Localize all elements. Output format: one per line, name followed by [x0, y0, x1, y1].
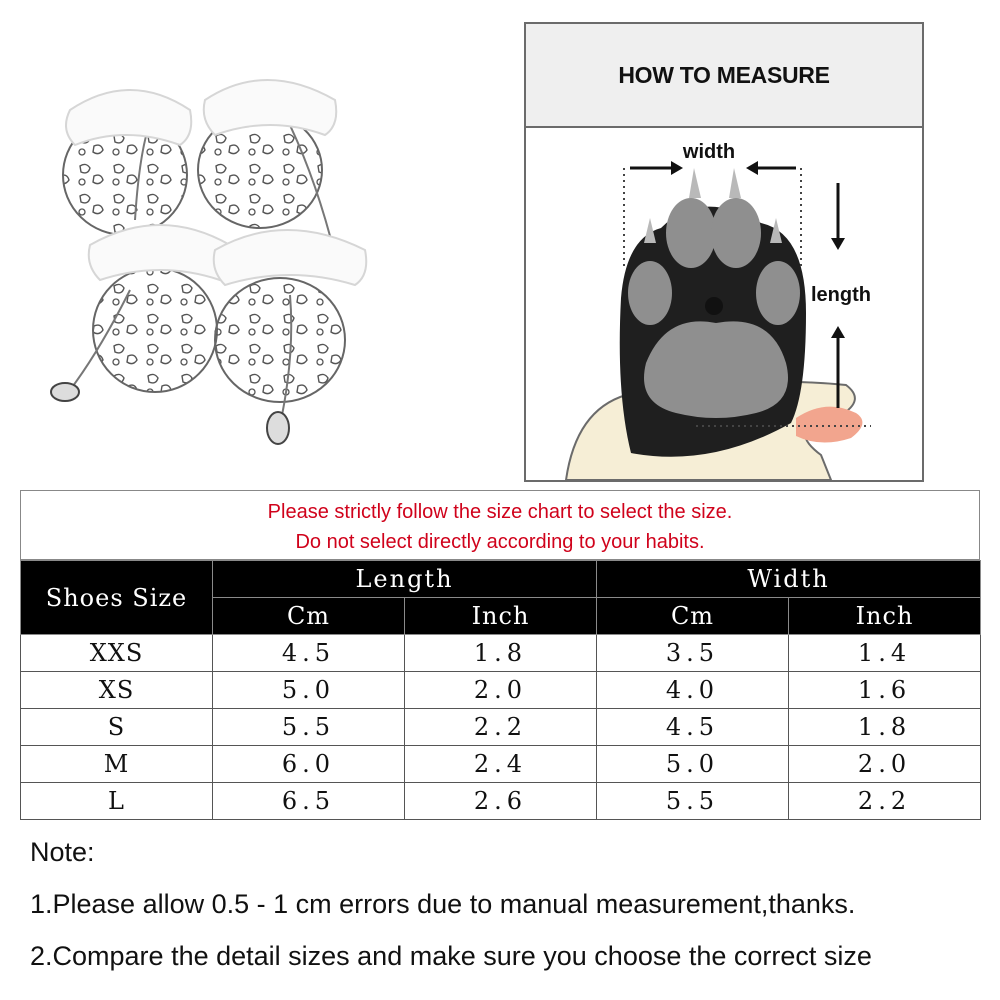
size-cell: M: [21, 746, 213, 783]
length-header: Length: [213, 561, 597, 598]
table-row: [21, 635, 981, 672]
table-row: [21, 746, 981, 783]
width-label: width: [682, 141, 736, 163]
note-item-2: 2.Compare the detail sizes and make sure you choose the correct size: [30, 941, 872, 971]
length-cm-cell: 6.5: [213, 783, 405, 820]
size-notice: [20, 490, 980, 560]
width-header: Width: [597, 561, 981, 598]
boot-front-left: [51, 225, 231, 401]
length-label: length: [811, 284, 871, 306]
table-row: [21, 783, 981, 820]
size-cell: S: [21, 709, 213, 746]
size-cell: XS: [21, 672, 213, 709]
shoes-size-header: Shoes Size: [21, 561, 213, 635]
width-cm-cell: 5.0: [597, 746, 789, 783]
boot-back-left: [63, 90, 191, 235]
table-row: [21, 709, 981, 746]
paw-measure-diagram: [526, 128, 922, 480]
width-inch-cell: 2.0: [789, 746, 981, 783]
width-cm-cell: 3.5: [597, 635, 789, 672]
width-inch-cell: 1.4: [789, 635, 981, 672]
length-inch-cell: 2.0: [405, 672, 597, 709]
length-cm-cell: 6.0: [213, 746, 405, 783]
length-inch-cell: 1.8: [405, 635, 597, 672]
table-row: [21, 672, 981, 709]
dog-boots-illustration: [40, 70, 490, 460]
notice-line-2: Do not select directly according to your habits.: [295, 531, 705, 553]
how-to-measure-title: HOW TO MEASURE: [526, 24, 922, 128]
size-chart-table: [20, 560, 981, 820]
width-inch-header: Inch: [789, 598, 981, 635]
notes-section: [30, 832, 1000, 976]
note-title: Note:: [30, 837, 95, 867]
how-to-measure-panel: [524, 22, 924, 482]
length-cm-cell: 5.0: [213, 672, 405, 709]
width-cm-cell: 5.5: [597, 783, 789, 820]
width-inch-cell: 1.8: [789, 709, 981, 746]
note-item-1: 1.Please allow 0.5 - 1 cm errors due to manual measurement,thanks.: [30, 889, 856, 919]
width-cm-header: Cm: [597, 598, 789, 635]
size-cell: L: [21, 783, 213, 820]
width-cm-cell: 4.0: [597, 672, 789, 709]
length-cm-header: Cm: [213, 598, 405, 635]
length-cm-cell: 4.5: [213, 635, 405, 672]
size-cell: XXS: [21, 635, 213, 672]
width-inch-cell: 2.2: [789, 783, 981, 820]
boot-front-right: [214, 230, 367, 444]
length-inch-cell: 2.6: [405, 783, 597, 820]
length-cm-cell: 5.5: [213, 709, 405, 746]
notice-line-1: Please strictly follow the size chart to select the size.: [267, 501, 733, 523]
length-inch-cell: 2.4: [405, 746, 597, 783]
width-inch-cell: 1.6: [789, 672, 981, 709]
length-inch-header: Inch: [405, 598, 597, 635]
width-cm-cell: 4.5: [597, 709, 789, 746]
length-inch-cell: 2.2: [405, 709, 597, 746]
